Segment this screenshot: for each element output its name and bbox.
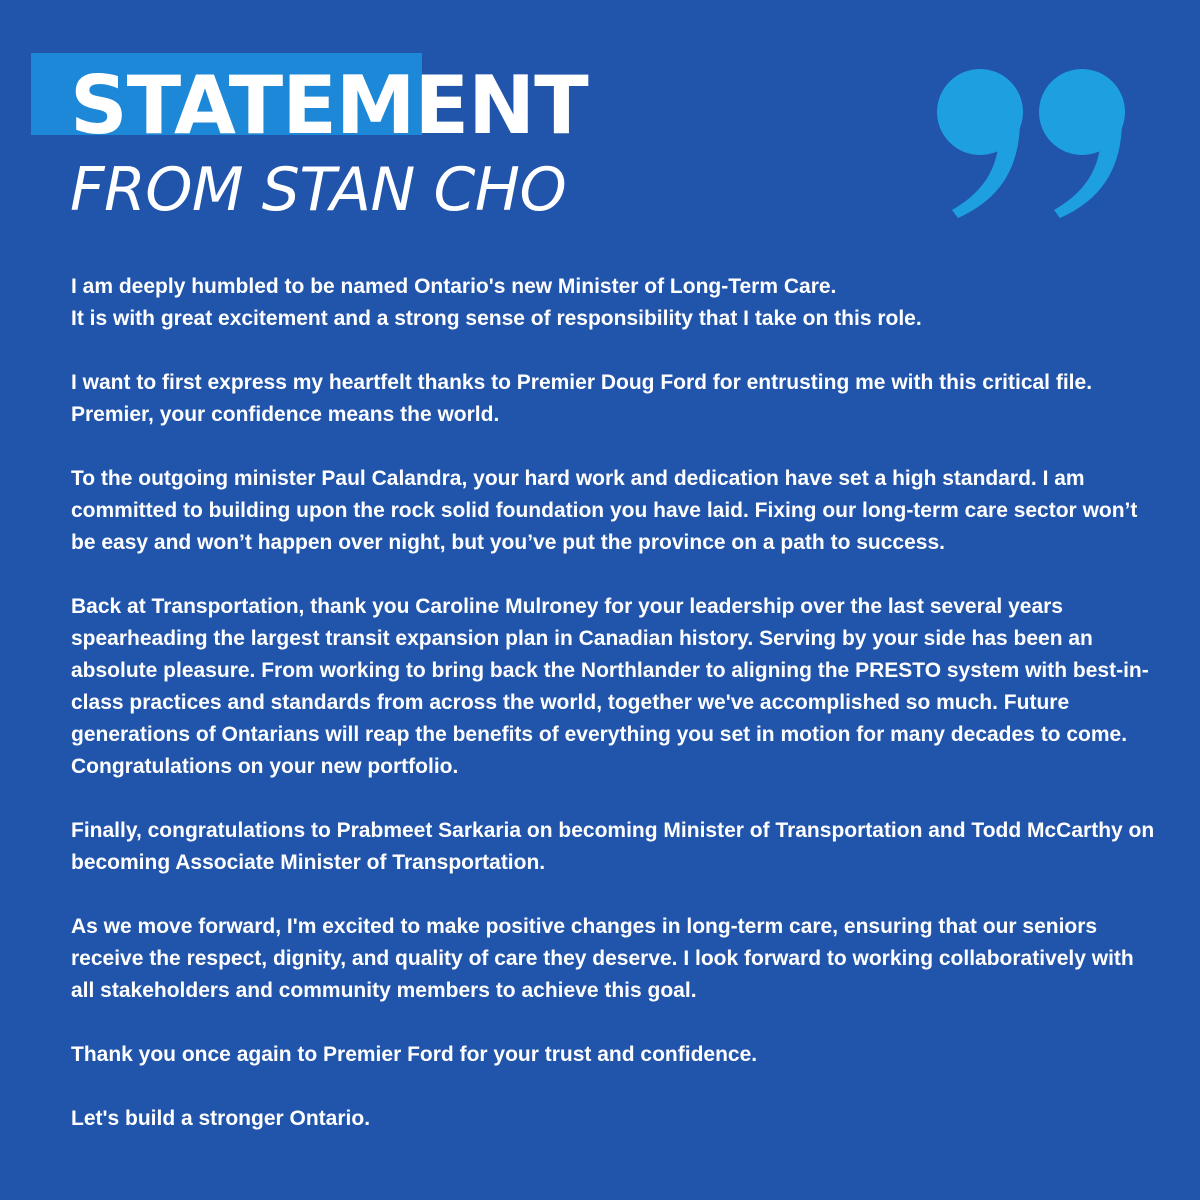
paragraph-closing: Let's build a stronger Ontario. [71, 1107, 371, 1130]
paragraph-moving-forward: As we move forward, I'm excited to make positive changes in long-term care, ensuring that our seniors receive the respect, dignity, and quality of care they deserve. I look forward to working collaboratively with all stakeholders and community members to achieve this goal. [71, 915, 1134, 1002]
paragraph-congratulations: Finally, congratulations to Prabmeet Sarkaria on becoming Minister of Transportation and Todd McCarthy on becoming Associate Minister of Transportation. [71, 819, 1155, 874]
paragraph-appointment-line1: I am deeply humbled to be named Ontario's new Minister of Long-Term Care. [71, 275, 837, 298]
paragraph-appointment [71, 271, 1161, 335]
paragraph-thanks-premier: I want to first express my heartfelt thanks to Premier Doug Ford for entrusting me with this critical file. Premier, your confidence means the world. [71, 371, 1093, 426]
statement-author: FROM STAN CHO [70, 155, 567, 225]
closing-quote-icon [928, 62, 1140, 222]
paragraph-transportation: Back at Transportation, thank you Caroline Mulroney for your leadership over the last several years spearheading the largest transit expansion plan in Canadian history. Serving by your side has been an absolute pleasure. From working to bring back the Northlander to aligning the PRESTO system with best-in-class practices and standards from across the world, together we've accomplished so much. Future generations of Ontarians will reap the benefits of everything you set in motion for many decades to come. Congratulations on your new portfolio. [71, 595, 1149, 778]
paragraph-thank-you: Thank you once again to Premier Ford for your trust and confidence. [71, 1043, 758, 1066]
statement-title: STATEMENT [70, 59, 588, 152]
paragraph-appointment-line2: It is with great excitement and a strong sense of responsibility that I take on this role. [71, 307, 922, 330]
paragraph-outgoing-minister: To the outgoing minister Paul Calandra, your hard work and dedication have set a high standard. I am committed to building upon the rock solid foundation you have laid. Fixing our long-term care sector won’t be easy and won’t happen over night, but you’ve put the province on a path to success. [71, 467, 1138, 554]
statement-body [71, 271, 1161, 1135]
